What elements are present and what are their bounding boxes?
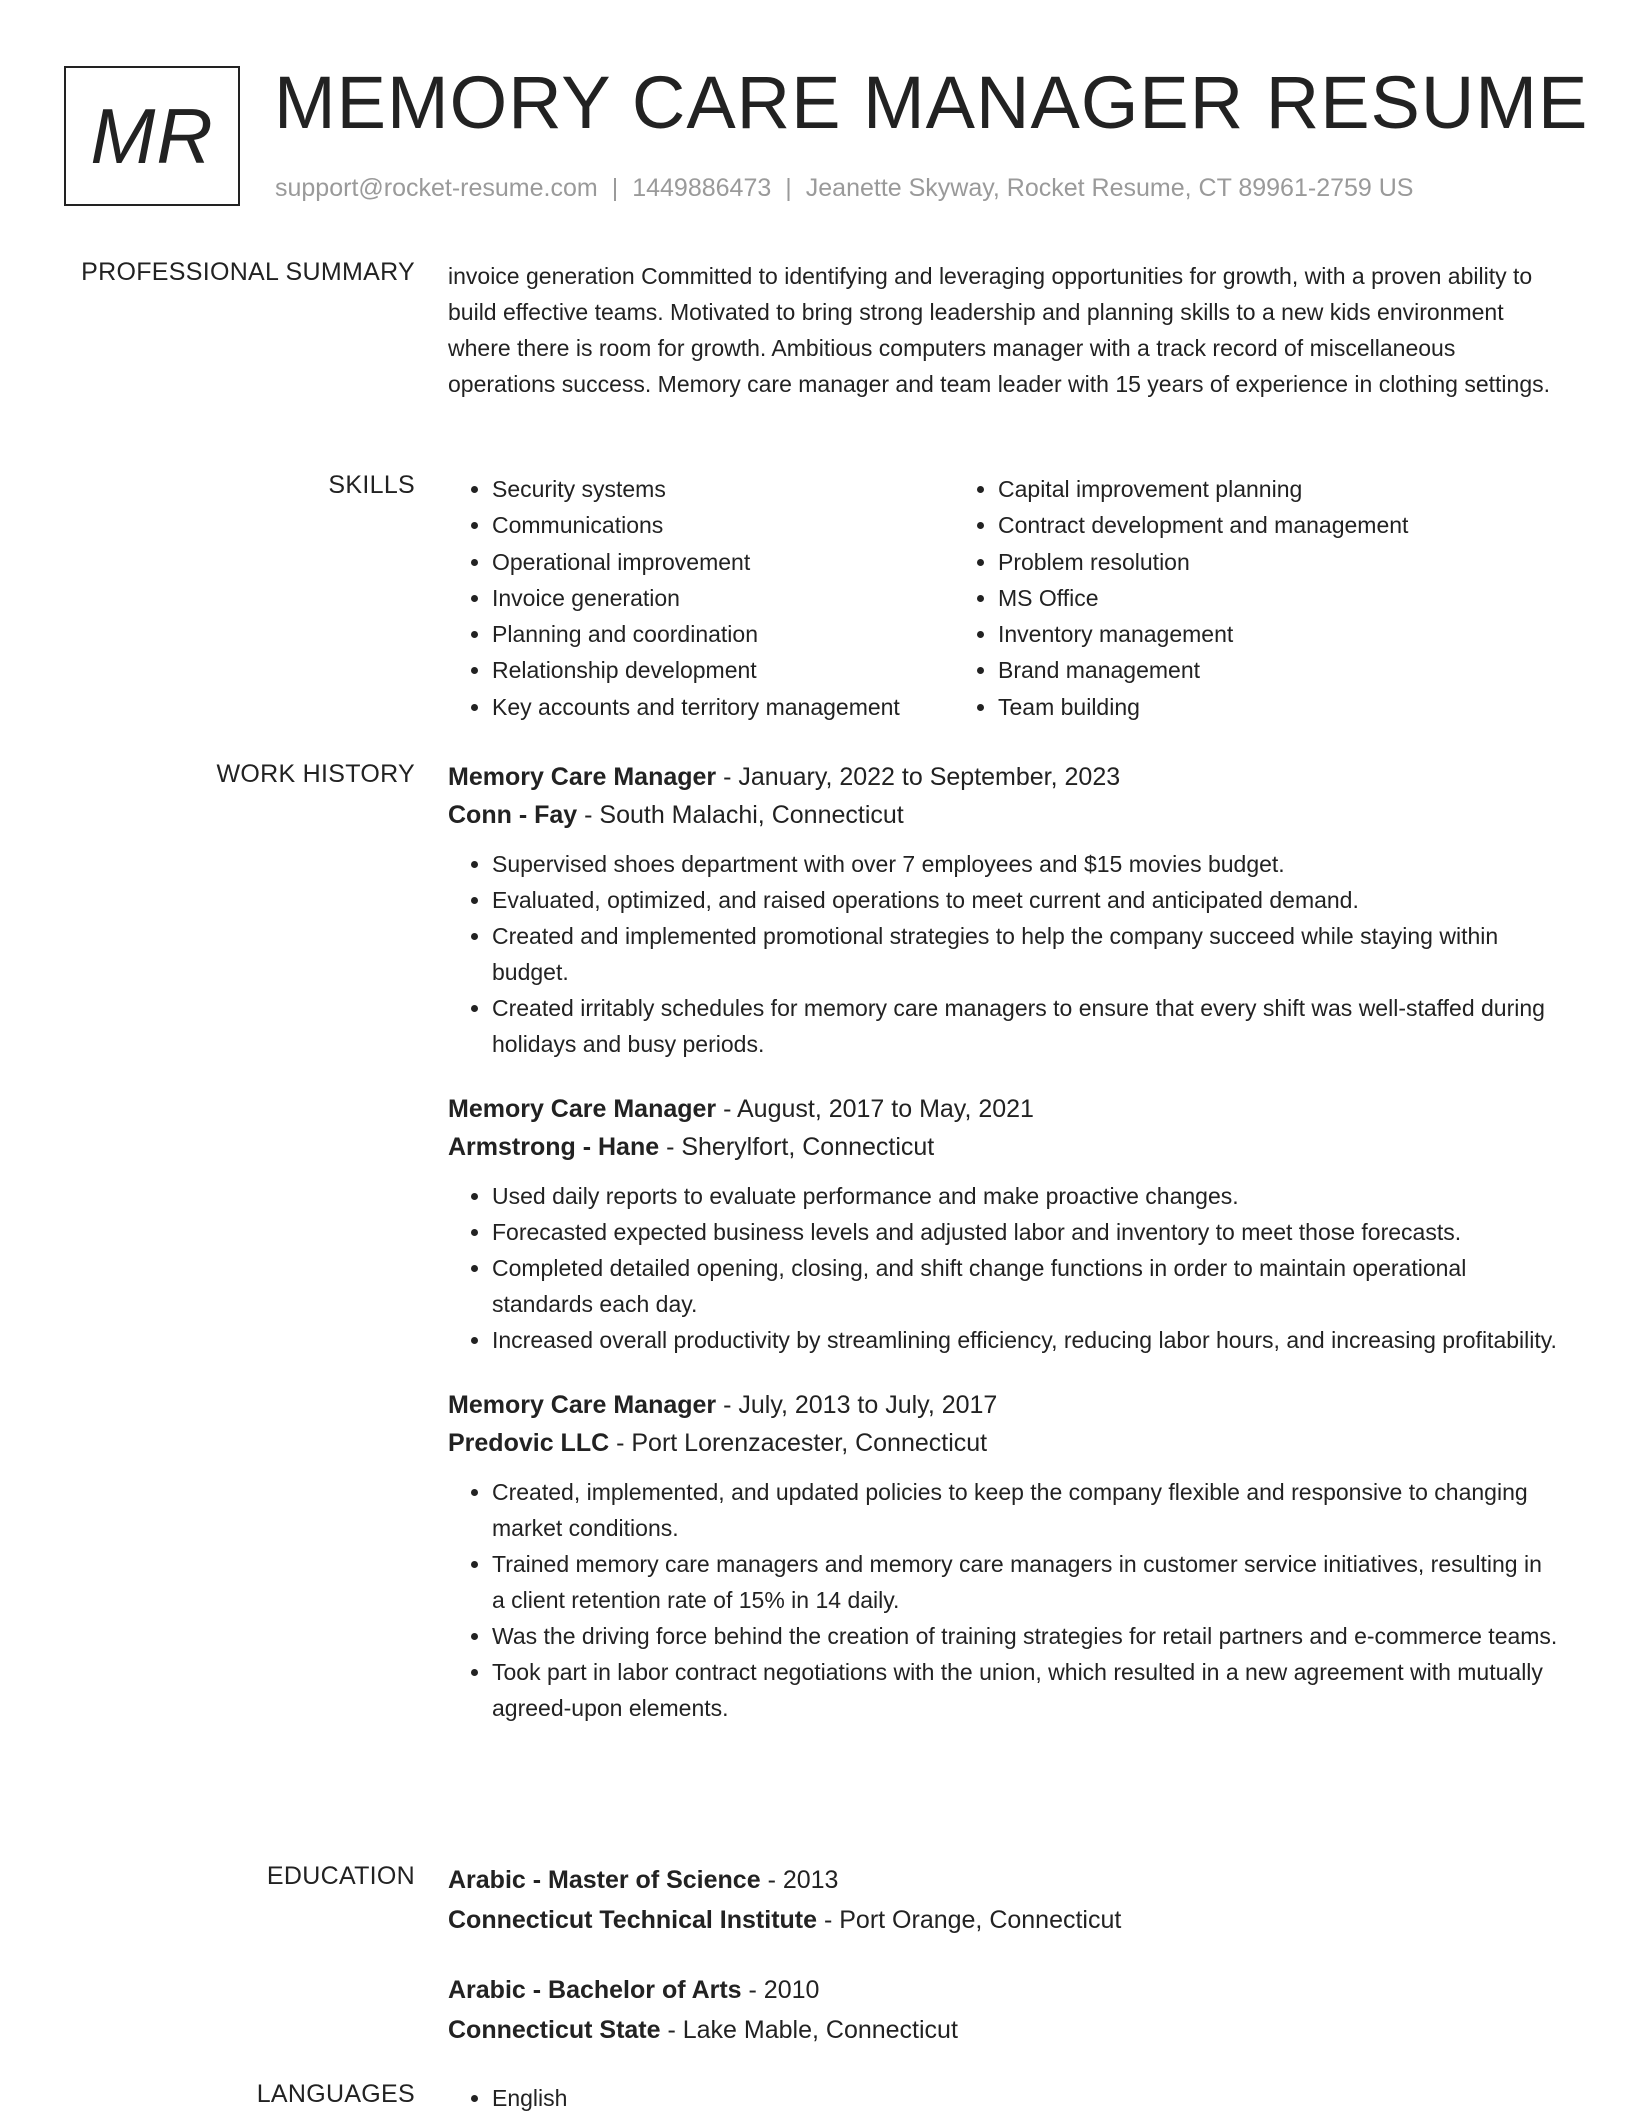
job-title-line: [448, 1386, 1560, 1424]
job-bullet: • Increased overall productivity by streamlining efficiency, reducing labor hours, and increasing profitability.: [492, 1322, 1560, 1358]
job-entry: [448, 1386, 1560, 1726]
education-school-line: [448, 1900, 1560, 1940]
job-bullet: • Used daily reports to evaluate performance and make proactive changes.: [492, 1178, 1560, 1214]
summary-heading: PROFESSIONAL SUMMARY: [81, 258, 415, 286]
job-dates: - August, 2017 to May, 2021: [716, 1095, 1034, 1123]
contact-email: support@rocket-resume.com: [275, 174, 598, 202]
education-year: - 2013: [760, 1866, 839, 1894]
job-bullet: • Created irritably schedules for memory care managers to ensure that every shift was well-staffed during holidays and busy periods.: [492, 990, 1560, 1062]
skill-item: • Operational improvement: [492, 544, 954, 580]
resume-header: [64, 61, 1589, 216]
skill-item: • Capital improvement planning: [998, 471, 1514, 507]
education-school: Connecticut State: [448, 2016, 661, 2044]
skills-column-1: [448, 471, 954, 725]
skill-item: • Contract development and management: [998, 507, 1514, 543]
contact-address: Jeanette Skyway, Rocket Resume, CT 89961-2759 US: [805, 174, 1414, 202]
contact-separator: |: [785, 174, 792, 202]
education-heading: EDUCATION: [266, 1862, 415, 1890]
job-dates: - January, 2022 to September, 2023: [716, 763, 1121, 791]
monogram-badge: MR: [64, 66, 240, 206]
skill-item: • Problem resolution: [998, 544, 1514, 580]
job-entry: [448, 758, 1560, 1062]
skills-heading: SKILLS: [328, 471, 415, 499]
work-history-body: [448, 758, 1560, 1754]
job-title: Memory Care Manager: [448, 1391, 717, 1419]
job-bullet: • Forecasted expected business levels and adjusted labor and inventory to meet those forecasts.: [492, 1214, 1560, 1250]
education-location: - Port Orange, Connecticut: [817, 1906, 1122, 1934]
contact-line: [275, 174, 1413, 203]
job-title: Memory Care Manager: [448, 763, 717, 791]
contact-phone: 1449886473: [632, 174, 772, 202]
job-bullet: • Completed detailed opening, closing, and shift change functions in order to maintain operational standards each day.: [492, 1250, 1560, 1322]
languages-heading: LANGUAGES: [256, 2080, 415, 2108]
skill-item: • Communications: [492, 507, 954, 543]
work-history-heading: WORK HISTORY: [216, 760, 415, 788]
skill-item: • Team building: [998, 689, 1514, 725]
job-title-line: [448, 1090, 1560, 1128]
skill-item: • MS Office: [998, 580, 1514, 616]
skill-item: • Inventory management: [998, 616, 1514, 652]
skill-item: • Invoice generation: [492, 580, 954, 616]
education-degree-line: [448, 1970, 1560, 2010]
job-company-line: [448, 796, 1560, 834]
skills-column-2: [954, 471, 1514, 725]
job-location: - South Malachi, Connecticut: [577, 801, 904, 829]
summary-body: [448, 258, 1560, 402]
job-company-line: [448, 1424, 1560, 1462]
job-title-line: [448, 758, 1560, 796]
education-school: Connecticut Technical Institute: [448, 1906, 818, 1934]
job-entry: [448, 1090, 1560, 1358]
job-company: Armstrong - Hane: [448, 1133, 660, 1161]
skills-body: [448, 471, 1560, 725]
education-location: - Lake Mable, Connecticut: [660, 2016, 958, 2044]
job-company-line: [448, 1128, 1560, 1166]
education-degree: Arabic - Master of Science: [448, 1866, 761, 1894]
education-degree-line: [448, 1860, 1560, 1900]
education-entry: [448, 1970, 1560, 2050]
job-bullets: [448, 846, 1560, 1062]
skill-item: • Security systems: [492, 471, 954, 507]
languages-list: [448, 2080, 1560, 2116]
job-bullet: • Evaluated, optimized, and raised operations to meet current and anticipated demand.: [492, 882, 1560, 918]
job-bullet: • Created, implemented, and updated policies to keep the company flexible and responsive to changing market conditions.: [492, 1474, 1560, 1546]
job-title: Memory Care Manager: [448, 1095, 717, 1123]
language-item: • English: [492, 2080, 1560, 2116]
skill-item: • Key accounts and territory management: [492, 689, 954, 725]
job-company: Predovic LLC: [448, 1429, 610, 1457]
resume-title: MEMORY CARE MANAGER RESUME: [274, 61, 1589, 144]
skill-item: • Relationship development: [492, 652, 954, 688]
job-location: - Sherylfort, Connecticut: [659, 1133, 935, 1161]
job-company: Conn - Fay: [448, 801, 578, 829]
job-bullet: • Trained memory care managers and memory care managers in customer service initiatives, resulting in a client retention rate of 15% in 14 daily.: [492, 1546, 1560, 1618]
job-location: - Port Lorenzacester, Connecticut: [609, 1429, 988, 1457]
education-body: [448, 1860, 1560, 2080]
contact-separator: |: [611, 174, 619, 202]
job-bullets: [448, 1178, 1560, 1358]
languages-body: [448, 2080, 1560, 2116]
education-school-line: [448, 2010, 1560, 2050]
education-degree: Arabic - Bachelor of Arts: [448, 1976, 742, 2004]
skill-item: • Planning and coordination: [492, 616, 954, 652]
summary-text: invoice generation Committed to identifying and leveraging opportunities for growth, with a proven ability to build effective teams. Motivated to bring strong leadership and planning skills to a new kids environment where there is room for growth. Ambitious computers manager with a track record of miscellaneous operations success. Memory care manager and team leader with 15 years of experience in clothing settings.: [448, 263, 1551, 397]
education-year: - 2010: [741, 1976, 820, 2004]
job-dates: - July, 2013 to July, 2017: [716, 1391, 998, 1419]
job-bullets: [448, 1474, 1560, 1726]
skill-item: • Brand management: [998, 652, 1514, 688]
job-bullet: • Took part in labor contract negotiations with the union, which resulted in a new agreement with mutually agreed-upon elements.: [492, 1654, 1560, 1726]
job-bullet: • Supervised shoes department with over 7 employees and $15 movies budget.: [492, 846, 1560, 882]
job-bullet: • Created and implemented promotional strategies to help the company succeed while staying within budget.: [492, 918, 1560, 990]
job-bullet: • Was the driving force behind the creation of training strategies for retail partners and e-commerce teams.: [492, 1618, 1560, 1654]
education-entry: [448, 1860, 1560, 1940]
